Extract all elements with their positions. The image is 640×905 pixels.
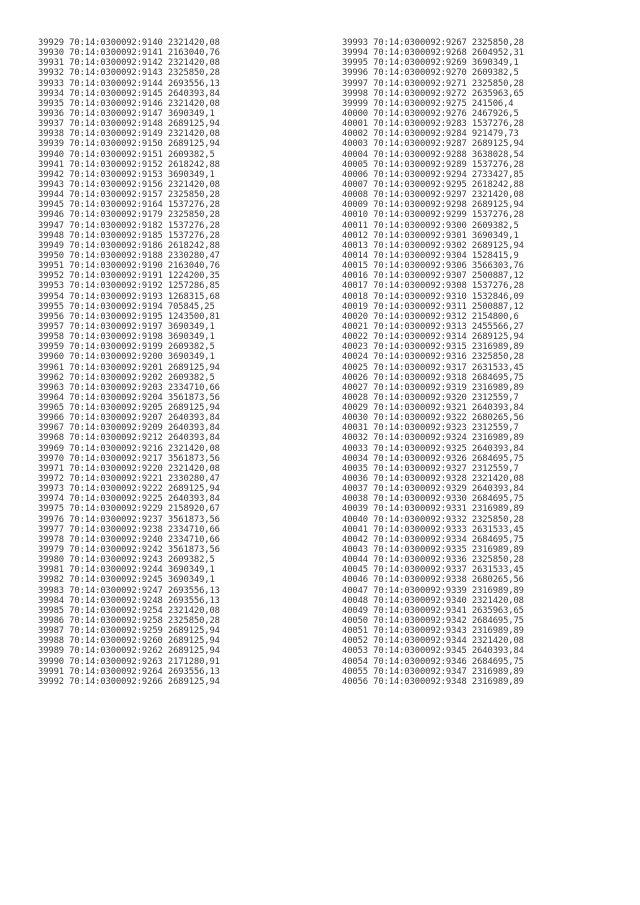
table-row: 40053 70:14:0300092:9345 2640393,84: [342, 646, 524, 657]
table-row: 40010 70:14:0300092:9299 1537276,28: [342, 210, 524, 221]
table-row: 39985 70:14:0300092:9254 2321420,08: [38, 605, 220, 616]
table-row: 40034 70:14:0300092:9326 2684695,75: [342, 453, 524, 464]
table-row: 39932 70:14:0300092:9143 2325850,28: [38, 68, 220, 79]
table-row: 39963 70:14:0300092:9203 2334710,66: [38, 382, 220, 393]
table-row: 40027 70:14:0300092:9319 2316989,89: [342, 382, 524, 393]
table-row: 39964 70:14:0300092:9204 3561873,56: [38, 392, 220, 403]
table-row: 39975 70:14:0300092:9229 2158920,67: [38, 504, 220, 515]
table-row: 39934 70:14:0300092:9145 2640393,84: [38, 88, 220, 99]
table-row: 39961 70:14:0300092:9201 2689125,94: [38, 362, 220, 373]
right-column: [342, 38, 632, 687]
table-row: 39972 70:14:0300092:9221 2330280,47: [38, 474, 220, 485]
table-row: 40054 70:14:0300092:9346 2684695,75: [342, 656, 524, 667]
table-row: 40025 70:14:0300092:9317 2631533,45: [342, 362, 524, 373]
table-row: 39991 70:14:0300092:9264 2693556,13: [38, 666, 220, 677]
table-row: 39945 70:14:0300092:9164 1537276,28: [38, 200, 220, 211]
table-row: 40031 70:14:0300092:9323 2312559,7: [342, 423, 519, 434]
table-row: 39981 70:14:0300092:9244 3690349,1: [38, 565, 215, 576]
table-row: 40007 70:14:0300092:9295 2618242,88: [342, 179, 524, 190]
table-row: 40036 70:14:0300092:9328 2321420,08: [342, 474, 524, 485]
table-row: 39948 70:14:0300092:9185 1537276,28: [38, 230, 220, 241]
table-row: 39960 70:14:0300092:9200 3690349,1: [38, 352, 215, 363]
table-row: 39978 70:14:0300092:9240 2334710,66: [38, 534, 220, 545]
table-row: 39954 70:14:0300092:9193 1268315,68: [38, 291, 220, 302]
table-row: 40050 70:14:0300092:9342 2684695,75: [342, 616, 524, 627]
table-row: 39970 70:14:0300092:9217 3561873,56: [38, 453, 220, 464]
table-row: 40042 70:14:0300092:9334 2684695,75: [342, 534, 524, 545]
table-row: 39942 70:14:0300092:9153 3690349,1: [38, 169, 215, 180]
table-row: 40045 70:14:0300092:9337 2631533,45: [342, 565, 524, 576]
table-row: 40033 70:14:0300092:9325 2640393,84: [342, 443, 524, 454]
table-row: 39977 70:14:0300092:9238 2334710,66: [38, 524, 220, 535]
table-row: 40040 70:14:0300092:9332 2325850,28: [342, 514, 524, 525]
table-row: 39958 70:14:0300092:9198 3690349,1: [38, 332, 215, 343]
table-row: 39971 70:14:0300092:9220 2321420,08: [38, 463, 220, 474]
table-row: 40032 70:14:0300092:9324 2316989,89: [342, 433, 524, 444]
table-row: 40006 70:14:0300092:9294 2733427,85: [342, 169, 524, 180]
table-row: 39940 70:14:0300092:9151 2609382,5: [38, 149, 215, 160]
table-row: 39986 70:14:0300092:9258 2325850,28: [38, 616, 220, 627]
table-row: 39943 70:14:0300092:9156 2321420,08: [38, 179, 220, 190]
table-row: 39965 70:14:0300092:9205 2689125,94: [38, 403, 220, 414]
table-row: 39979 70:14:0300092:9242 3561873,56: [38, 545, 220, 556]
table-row: 40044 70:14:0300092:9336 2325850,28: [342, 555, 524, 566]
table-row: 39936 70:14:0300092:9147 3690349,1: [38, 108, 215, 119]
table-row: 39996 70:14:0300092:9270 2609382,5: [342, 68, 519, 79]
table-row: 40018 70:14:0300092:9310 1532846,09: [342, 291, 524, 302]
table-row: 40028 70:14:0300092:9320 2312559,7: [342, 392, 519, 403]
table-row: 39937 70:14:0300092:9148 2689125,94: [38, 119, 220, 130]
table-row: 39983 70:14:0300092:9247 2693556,13: [38, 585, 220, 596]
table-row: 39930 70:14:0300092:9141 2163040,76: [38, 48, 220, 59]
table-row: 40056 70:14:0300092:9348 2316989,89: [342, 676, 524, 687]
table-row: 40003 70:14:0300092:9287 2689125,94: [342, 139, 524, 150]
table-row: 40013 70:14:0300092:9302 2689125,94: [342, 240, 524, 251]
table-row: 40008 70:14:0300092:9297 2321420,08: [342, 190, 524, 201]
table-row: 40011 70:14:0300092:9300 2609382,5: [342, 220, 519, 231]
table-row: 39944 70:14:0300092:9157 2325850,28: [38, 190, 220, 201]
table-row: 39950 70:14:0300092:9188 2330280,47: [38, 250, 220, 261]
table-row: 39988 70:14:0300092:9260 2689125,94: [38, 636, 220, 647]
table-row: 40021 70:14:0300092:9313 2455566,27: [342, 321, 524, 332]
table-row: 39947 70:14:0300092:9182 1537276,28: [38, 220, 220, 231]
table-row: 40055 70:14:0300092:9347 2316989,89: [342, 666, 524, 677]
table-row: 39959 70:14:0300092:9199 2609382,5: [38, 342, 215, 353]
table-row: 39967 70:14:0300092:9209 2640393,84: [38, 423, 220, 434]
table-row: 40030 70:14:0300092:9322 2680265,56: [342, 413, 524, 424]
table-row: 40037 70:14:0300092:9329 2640393,84: [342, 484, 524, 495]
table-row: 40039 70:14:0300092:9331 2316989,89: [342, 504, 524, 515]
table-row: 39997 70:14:0300092:9271 2325850,28: [342, 78, 524, 89]
table-row: 39952 70:14:0300092:9191 1224200,35: [38, 271, 220, 282]
table-row: 40023 70:14:0300092:9315 2316989,89: [342, 342, 524, 353]
table-row: 39957 70:14:0300092:9197 3690349,1: [38, 321, 215, 332]
table-row: 40005 70:14:0300092:9289 1537276,28: [342, 159, 524, 170]
table-row: 39994 70:14:0300092:9268 2604952,31: [342, 48, 524, 59]
table-row: 40041 70:14:0300092:9333 2631533,45: [342, 524, 524, 535]
table-row: 39980 70:14:0300092:9243 2609382,5: [38, 555, 215, 566]
table-row: 39949 70:14:0300092:9186 2618242,88: [38, 240, 220, 251]
table-row: 39984 70:14:0300092:9248 2693556,13: [38, 595, 220, 606]
table-row: 39929 70:14:0300092:9140 2321420,08: [38, 38, 220, 48]
table-row: 40052 70:14:0300092:9344 2321420,08: [342, 636, 524, 647]
table-row: 40019 70:14:0300092:9311 2500887,12: [342, 301, 524, 312]
table-row: 39966 70:14:0300092:9207 2640393,84: [38, 413, 220, 424]
table-row: 39987 70:14:0300092:9259 2689125,94: [38, 626, 220, 637]
table-row: 39951 70:14:0300092:9190 2163040,76: [38, 261, 220, 272]
left-column: [38, 38, 328, 687]
table-row: 39993 70:14:0300092:9267 2325850,28: [342, 38, 524, 48]
table-row: 39968 70:14:0300092:9212 2640393,84: [38, 433, 220, 444]
table-row: 39992 70:14:0300092:9266 2689125,94: [38, 676, 220, 687]
table-row: 39953 70:14:0300092:9192 1257286,85: [38, 281, 220, 292]
table-row: 40049 70:14:0300092:9341 2635963,65: [342, 605, 524, 616]
table-row: 39995 70:14:0300092:9269 3690349,1: [342, 58, 519, 69]
table-row: 39973 70:14:0300092:9222 2689125,94: [38, 484, 220, 495]
table-row: 39969 70:14:0300092:9216 2321420,08: [38, 443, 220, 454]
table-row: 40029 70:14:0300092:9321 2640393,84: [342, 403, 524, 414]
table-row: 39941 70:14:0300092:9152 2618242,88: [38, 159, 220, 170]
table-row: 39962 70:14:0300092:9202 2609382,5: [38, 372, 215, 383]
table-row: 40004 70:14:0300092:9288 3638028,54: [342, 149, 524, 160]
table-row: 40009 70:14:0300092:9298 2689125,94: [342, 200, 524, 211]
table-row: 40020 70:14:0300092:9312 2154800,6: [342, 311, 519, 322]
table-row: 40016 70:14:0300092:9307 2500887,12: [342, 271, 524, 282]
table-row: 40035 70:14:0300092:9327 2312559,7: [342, 463, 519, 474]
table-row: 40038 70:14:0300092:9330 2684695,75: [342, 494, 524, 505]
table-row: 39998 70:14:0300092:9272 2635963,65: [342, 88, 524, 99]
table-row: 40014 70:14:0300092:9304 1528415,9: [342, 250, 519, 261]
table-row: 40000 70:14:0300092:9276 2467926,5: [342, 108, 519, 119]
table-row: 40022 70:14:0300092:9314 2689125,94: [342, 332, 524, 343]
table-row: 40046 70:14:0300092:9338 2680265,56: [342, 575, 524, 586]
table-row: 40024 70:14:0300092:9316 2325850,28: [342, 352, 524, 363]
table-row: 39938 70:14:0300092:9149 2321420,08: [38, 129, 220, 140]
table-row: 40017 70:14:0300092:9308 1537276,28: [342, 281, 524, 292]
table-row: 39933 70:14:0300092:9144 2693556,13: [38, 78, 220, 89]
table-row: 39976 70:14:0300092:9237 3561873,56: [38, 514, 220, 525]
table-row: 40015 70:14:0300092:9306 3566303,76: [342, 261, 524, 272]
table-row: 39982 70:14:0300092:9245 3690349,1: [38, 575, 215, 586]
table-row: 39974 70:14:0300092:9225 2640393,84: [38, 494, 220, 505]
table-row: 40051 70:14:0300092:9343 2316989,89: [342, 626, 524, 637]
table-row: 40026 70:14:0300092:9318 2684695,75: [342, 372, 524, 383]
table-row: 40048 70:14:0300092:9340 2321420,08: [342, 595, 524, 606]
table-row: 39989 70:14:0300092:9262 2689125,94: [38, 646, 220, 657]
table-row: 39999 70:14:0300092:9275 241506,4: [342, 98, 514, 109]
table-row: 39955 70:14:0300092:9194 705845,25: [38, 301, 215, 312]
table-row: 40043 70:14:0300092:9335 2316989,89: [342, 545, 524, 556]
table-row: 40012 70:14:0300092:9301 3690349,1: [342, 230, 519, 241]
table-row: 39931 70:14:0300092:9142 2321420,08: [38, 58, 220, 69]
table-row: 39939 70:14:0300092:9150 2689125,94: [38, 139, 220, 150]
table-row: 39946 70:14:0300092:9179 2325850,28: [38, 210, 220, 221]
table-row: 39990 70:14:0300092:9263 2171280,91: [38, 656, 220, 667]
table-row: 40001 70:14:0300092:9283 1537276,28: [342, 119, 524, 130]
table-row: 39935 70:14:0300092:9146 2321420,08: [38, 98, 220, 109]
table-row: 40002 70:14:0300092:9284 921479,73: [342, 129, 519, 140]
table-row: 39956 70:14:0300092:9195 1243500,81: [38, 311, 220, 322]
table-row: 40047 70:14:0300092:9339 2316989,89: [342, 585, 524, 596]
